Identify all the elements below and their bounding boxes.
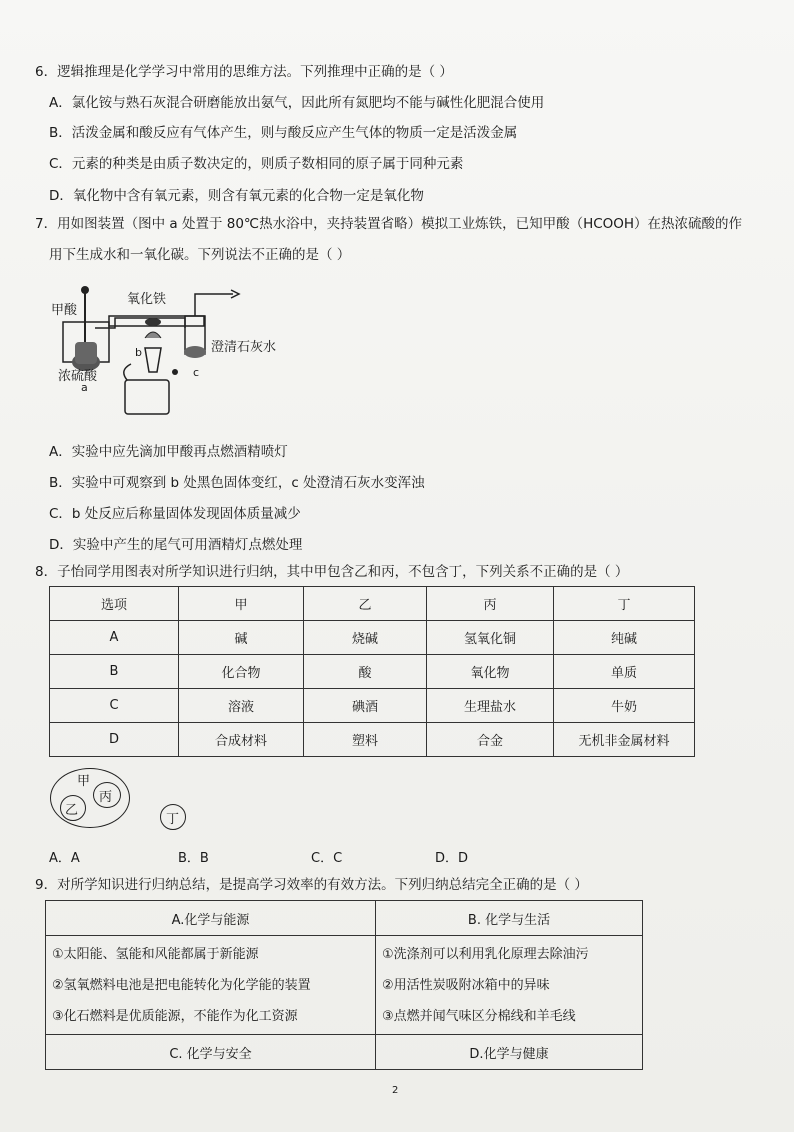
q9-b-items (376, 936, 643, 1035)
q7-stem-line2: 用下生成水和一氧化碳。下列说法不正确的是（ ） (49, 247, 351, 263)
q8-option-b: B．B (178, 851, 209, 866)
header-jia: 甲 (179, 587, 304, 621)
q6-stem: 6．逻辑推理是化学学习中常用的思维方法。下列推理中正确的是（ ） (35, 64, 453, 80)
table-header-row (50, 587, 695, 621)
table-row (50, 621, 695, 655)
table-cell: A (50, 621, 179, 655)
q9-b-title: B. 化学与生活 (376, 901, 643, 936)
q7-option-a: A．实验中应先滴加甲酸再点燃酒精喷灯 (49, 444, 288, 460)
table-cell: 生理盐水 (427, 689, 554, 723)
table-cell: 纯碱 (554, 621, 695, 655)
table-cell: 牛奶 (554, 689, 695, 723)
label-b: b (135, 346, 142, 359)
list-item: ②用活性炭吸附冰箱中的异味 (382, 977, 550, 993)
table-cell: 溶液 (179, 689, 304, 723)
label-c: c (193, 366, 200, 379)
table-cell: D (50, 723, 179, 757)
table-cell: 酸 (304, 655, 427, 689)
list-item: ①太阳能、氢能和风能都属于新能源 (52, 946, 259, 962)
q8-option-d: D．D (435, 851, 469, 866)
table-cell: B (50, 655, 179, 689)
q9-a-title: A.化学与能源 (46, 901, 376, 936)
q9-stem: 9．对所学知识进行归纳总结，是提高学习效率的有效方法。下列归纳总结完全正确的是（ ） (35, 877, 588, 893)
table-cell: 化合物 (179, 655, 304, 689)
q6-option-c: C．元素的种类是由质子数决定的，则质子数相同的原子属于同种元素 (49, 156, 464, 172)
list-item: ①洗涤剂可以利用乳化原理去除油污 (382, 946, 589, 962)
list-item: ②氢氧燃料电池是把电能转化为化学能的装置 (52, 977, 311, 993)
table-row (50, 655, 695, 689)
q8-table (49, 586, 695, 757)
table-cell: 合金 (427, 723, 554, 757)
label-iron-oxide: 氧化铁 (127, 292, 167, 307)
table-row (50, 689, 695, 723)
table-cell: 氢氧化铜 (427, 621, 554, 655)
q6-option-d: D．氧化物中含有氧元素，则含有氧元素的化合物一定是氧化物 (49, 188, 424, 204)
q6-option-b: B．活泼金属和酸反应有气体产生，则与酸反应产生气体的物质一定是活泼金属 (49, 125, 518, 141)
label-limewater: 澄清石灰水 (211, 340, 277, 355)
table-cell: 合成材料 (179, 723, 304, 757)
label-formic-acid: 甲酸 (51, 303, 78, 318)
header-yi: 乙 (304, 587, 427, 621)
header-bing: 丙 (427, 587, 554, 621)
q9-c-title: C. 化学与安全 (46, 1035, 376, 1070)
q9-a-items (46, 936, 376, 1035)
table-cell: C (50, 689, 179, 723)
q9-table (45, 900, 643, 1070)
venn-label-bing: 丙 (99, 790, 113, 805)
venn-label-ding: 丁 (166, 812, 180, 827)
table-cell: 无机非金属材料 (554, 723, 695, 757)
label-sulfuric-acid: 浓硫酸 (58, 369, 98, 384)
list-item: ③点燃并闻气味区分棉线和羊毛线 (382, 1008, 576, 1024)
label-a: a (81, 381, 88, 394)
page-number: 2 (392, 1085, 399, 1096)
table-cell: 塑料 (304, 723, 427, 757)
q7-option-c: C．b 处反应后称量固体发现固体质量减少 (49, 506, 301, 522)
header-option: 选项 (50, 587, 179, 621)
table-row (50, 723, 695, 757)
q6-option-a: A．氯化铵与熟石灰混合研磨能放出氨气，因此所有氮肥均不能与碱性化肥混合使用 (49, 95, 545, 111)
q7-stem-line1: 7．用如图装置（图中 a 处置于 80℃热水浴中，夹持装置省略）模拟工业炼铁，已知甲酸（HCOOH）在热浓硫酸的作 (35, 216, 743, 232)
header-ding: 丁 (554, 587, 695, 621)
q8-option-a: A．A (49, 851, 80, 866)
q8-stem: 8．子怡同学用图表对所学知识进行归纳，其中甲包含乙和丙，不包含丁，下列关系不正确的是（ ） (35, 564, 629, 580)
q7-option-b: B．实验中可观察到 b 处黑色固体变红，c 处澄清石灰水变浑浊 (49, 475, 425, 491)
table-cell: 碘酒 (304, 689, 427, 723)
q7-option-d: D．实验中产生的尾气可用酒精灯点燃处理 (49, 537, 303, 553)
q9-d-title: D.化学与健康 (376, 1035, 643, 1070)
table-cell: 碱 (179, 621, 304, 655)
table-cell: 烧碱 (304, 621, 427, 655)
venn-label-jia: 甲 (77, 774, 91, 789)
q8-option-c: C．C (311, 851, 343, 866)
table-cell: 氧化物 (427, 655, 554, 689)
venn-label-yi: 乙 (65, 803, 79, 818)
table-cell: 单质 (554, 655, 695, 689)
q7-apparatus-figure (45, 280, 285, 415)
list-item: ③化石燃料是优质能源，不能作为化工资源 (52, 1008, 298, 1024)
